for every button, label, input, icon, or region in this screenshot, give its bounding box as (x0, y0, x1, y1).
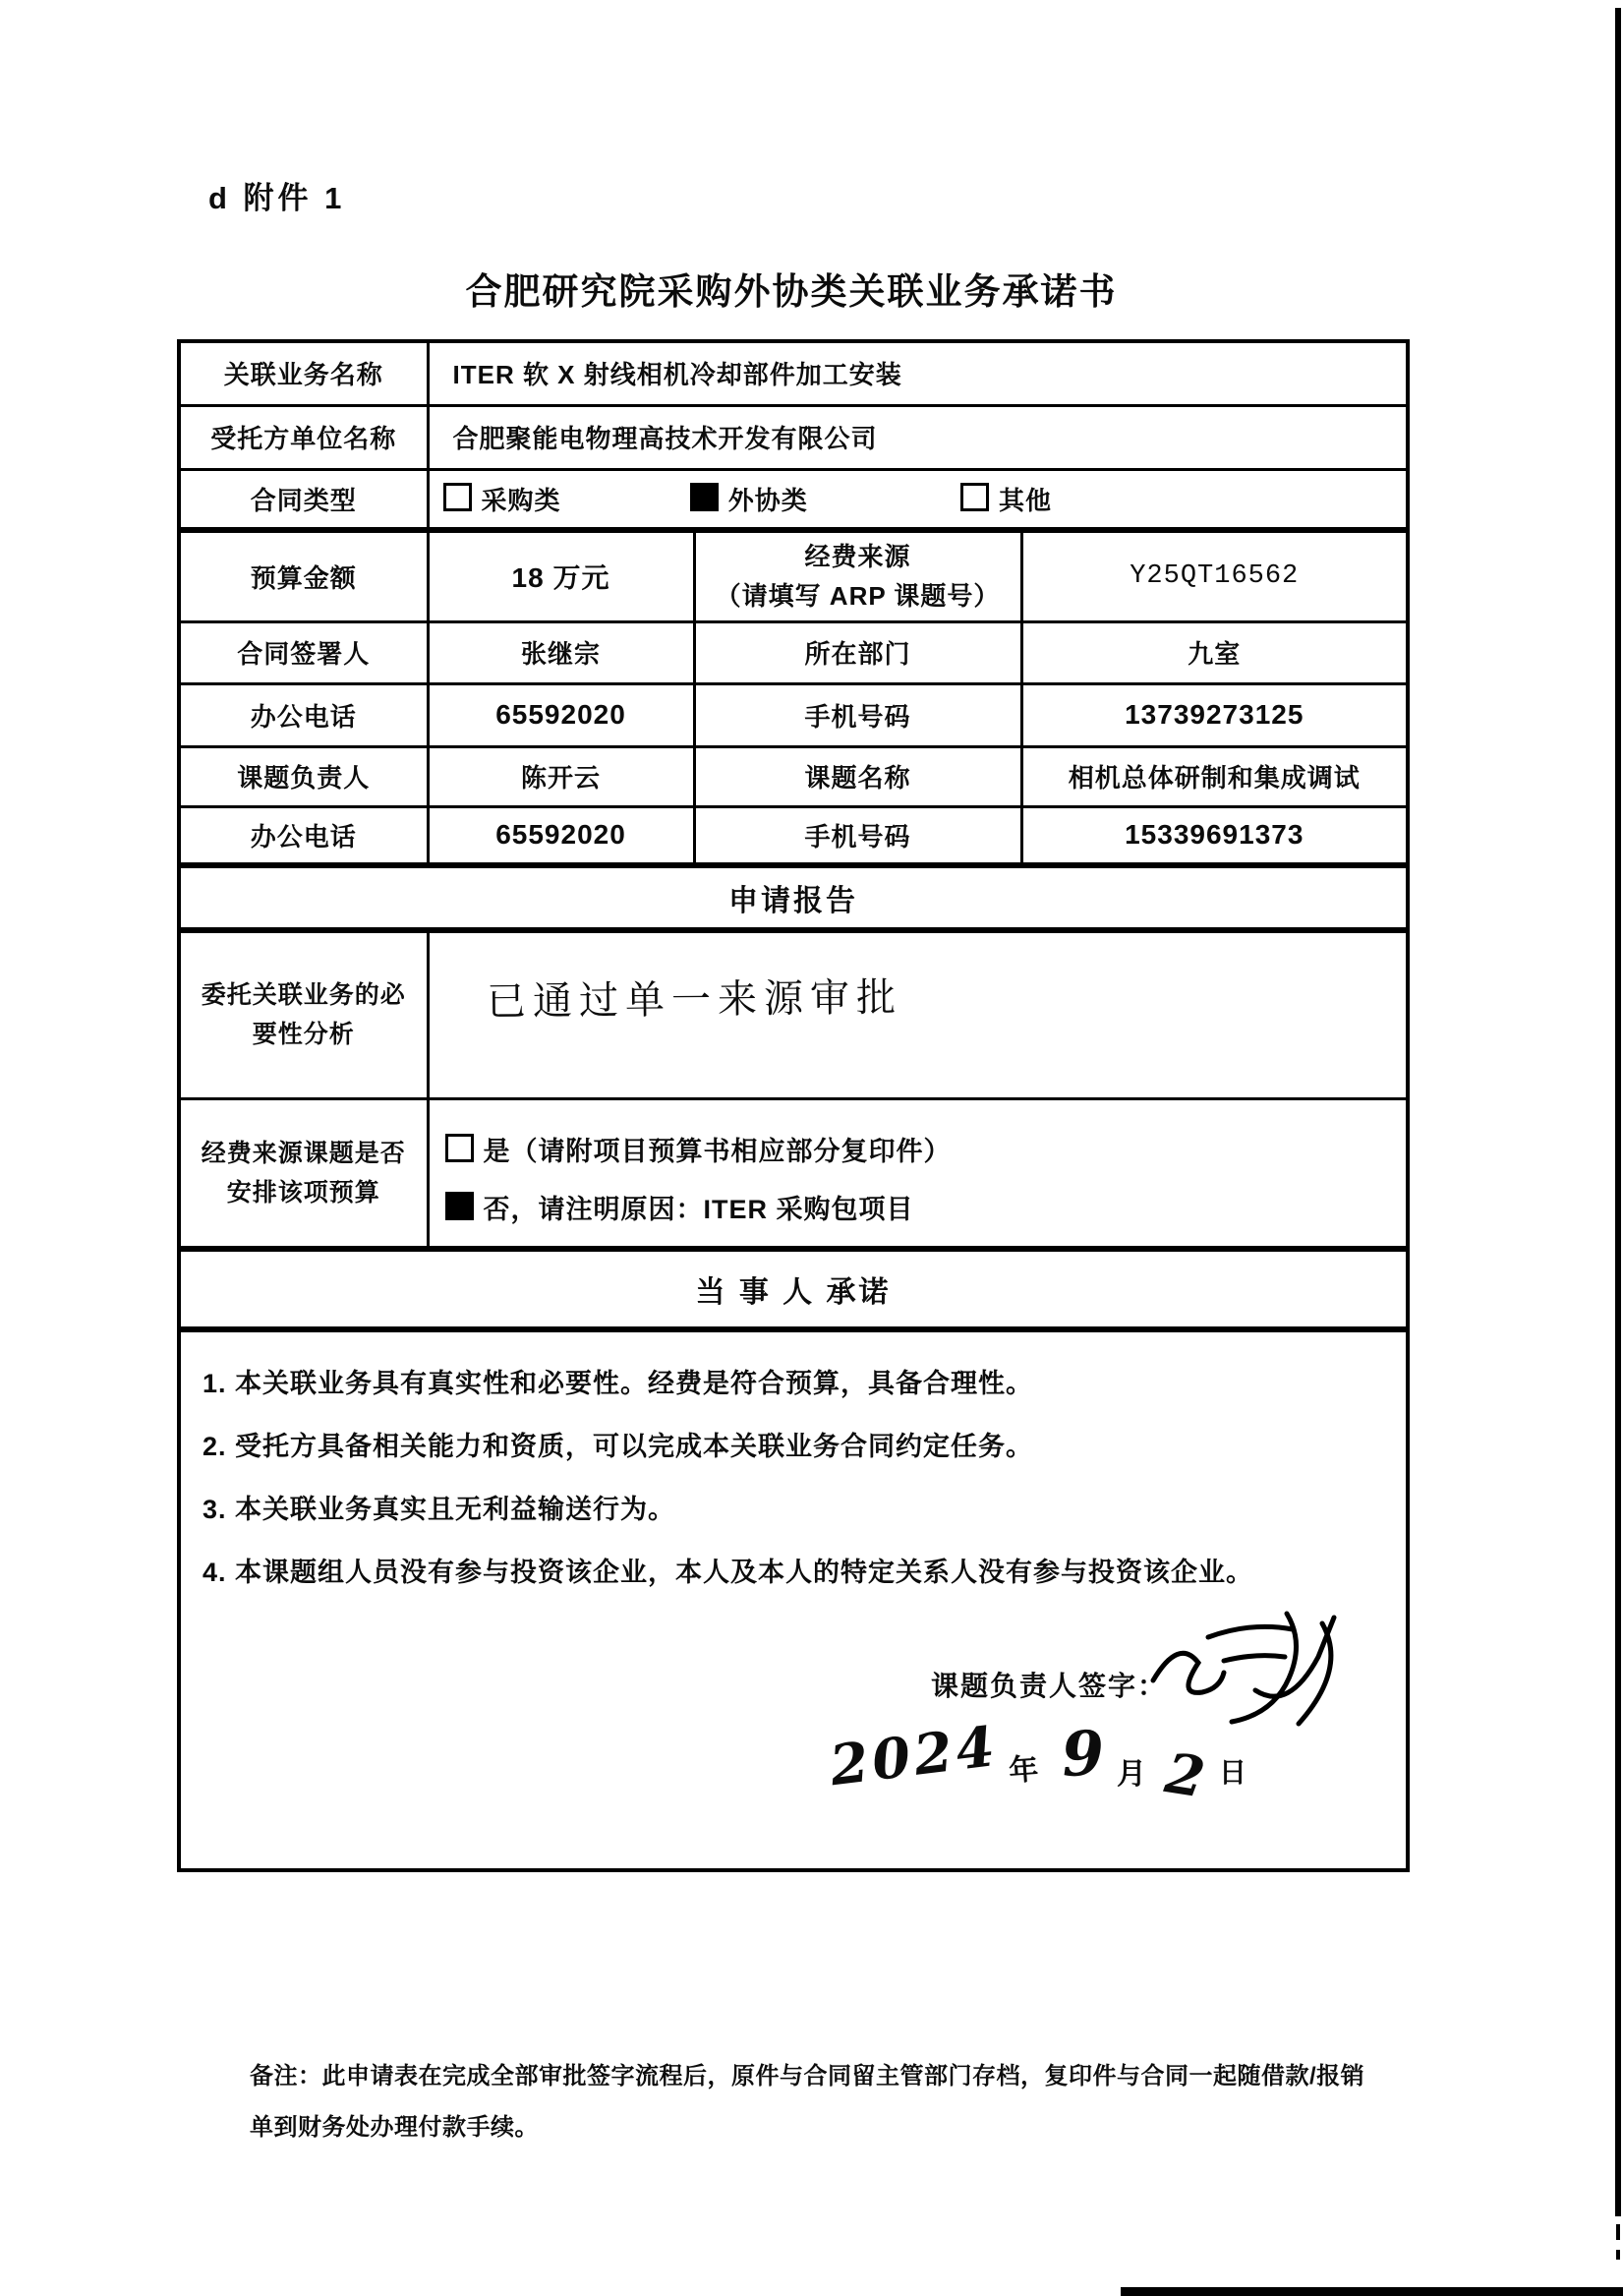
commitment-body-cell (179, 1329, 1408, 1870)
budget-amount: 18 万元 (428, 530, 694, 621)
office-phone-2-label: 办公电话 (179, 806, 428, 865)
row-budget (179, 530, 1408, 621)
attachment-label: d 附件 1 (208, 181, 346, 215)
row-application-report-header (179, 865, 1408, 930)
budget-arranged-label-line2: 安排该项预算 (226, 1178, 380, 1207)
necessity-value-cell (428, 930, 1408, 1098)
option-other (960, 481, 1052, 517)
row-business-name (179, 341, 1408, 405)
office-phone-1-label: 办公电话 (179, 683, 428, 746)
promise-item-4: 4. 本课题组人员没有参与投资该企业，本人及本人的特定关系人没有参与投资该企业。 (203, 1558, 1254, 1587)
department-label: 所在部门 (694, 621, 1021, 683)
date-month-unit: 月 (1117, 1757, 1147, 1792)
date-day-unit: 日 (1219, 1756, 1248, 1789)
contract-type-label: 合同类型 (179, 469, 428, 530)
document-title: 合肥研究院采购外协类关联业务承诺书 (465, 271, 1118, 312)
option-other-label: 其他 (999, 485, 1053, 515)
checkbox-yes-icon (445, 1134, 474, 1162)
promise-item-1: 1. 本关联业务具有真实性和必要性。经费是符合预算，具备合理性。 (203, 1369, 1034, 1398)
option-outsourcing (690, 481, 808, 517)
budget-arranged-label (179, 1098, 428, 1249)
trustee-name-value: 合肥聚能电物理高技术开发有限公司 (428, 405, 1408, 469)
arp-project-code: Y25QT16562 (1021, 530, 1408, 621)
date-day-handwritten: 2 (1161, 1740, 1210, 1811)
office-phone-2-value: 65592020 (428, 806, 694, 865)
checkbox-purchase-icon (443, 483, 472, 511)
party-commitment-header: 当 事 人 承诺 (179, 1249, 1408, 1329)
promise-list (181, 1352, 1406, 1604)
project-name-label: 课题名称 (694, 746, 1021, 806)
footer-note (250, 2051, 1405, 2153)
row-project-leader (179, 746, 1408, 806)
option-yes (445, 1130, 1407, 1168)
row-budget-arranged (179, 1098, 1408, 1249)
funding-source-line1: 经费来源 (804, 542, 911, 572)
budget-label: 预算金额 (179, 530, 428, 621)
signature-label: 课题负责人签字： (931, 1671, 1168, 1701)
scan-artifact-bottom-strip (1121, 2287, 1623, 2296)
row-necessity-analysis (179, 930, 1408, 1098)
necessity-label-line1: 委托关联业务的必 (201, 981, 406, 1010)
option-outsourcing-label: 外协类 (727, 485, 808, 515)
signer-value: 张继宗 (428, 621, 694, 683)
row-signer (179, 621, 1408, 683)
project-leader-label: 课题负责人 (179, 746, 428, 806)
checkbox-outsourcing-icon (690, 483, 719, 511)
row-office-phone-1 (179, 683, 1408, 746)
option-yes-label: 是（请附项目预算书相应部分复印件） (483, 1136, 952, 1166)
row-party-commitment-header (179, 1249, 1408, 1329)
option-no-label: 否，请注明原因：ITER 采购包项目 (483, 1194, 914, 1224)
mobile-2-value: 15339691373 (1021, 806, 1408, 865)
business-name-label: 关联业务名称 (179, 341, 428, 405)
project-leader-value: 陈开云 (428, 746, 694, 806)
application-report-header: 申请报告 (179, 865, 1408, 930)
row-contract-type (179, 469, 1408, 530)
date-year-unit: 年 (1008, 1751, 1041, 1790)
commitment-form-table (177, 339, 1410, 1872)
row-office-phone-2 (179, 806, 1408, 865)
funding-source-line2: （请填写 ARP 课题号） (715, 581, 1001, 612)
budget-arranged-label-line1: 经费来源课题是否 (201, 1139, 406, 1167)
date-year-handwritten: 2024 (826, 1713, 1003, 1799)
scan-artifact-right-dash-2 (1616, 2250, 1620, 2260)
business-name-value: ITER 软 X 射线相机冷却部件加工安装 (428, 341, 1408, 405)
mobile-1-value: 13739273125 (1021, 683, 1408, 746)
signer-label: 合同签署人 (179, 621, 428, 683)
department-value: 九室 (1021, 621, 1408, 683)
office-phone-1-value: 65592020 (428, 683, 694, 746)
row-commitment-body (179, 1329, 1408, 1870)
footer-note-line1: 备注：此申请表在完成全部审批签字流程后，原件与合同留主管部门存档，复印件与合同一起随借款/报销 (250, 2063, 1365, 2090)
option-purchase (443, 481, 561, 517)
necessity-label (179, 930, 428, 1098)
scan-artifact-right-edge (1615, 8, 1621, 2216)
scan-artifact-right-dash-1 (1616, 2224, 1620, 2240)
funding-source-label (694, 530, 1021, 621)
trustee-name-label: 受托方单位名称 (179, 405, 428, 469)
mobile-2-label: 手机号码 (694, 806, 1021, 865)
promise-item-2: 2. 受托方具备相关能力和资质，可以完成本关联业务合同约定任务。 (203, 1432, 1034, 1461)
checkbox-no-icon (445, 1192, 474, 1220)
checkbox-other-icon (960, 483, 989, 511)
footer-note-line2: 单到财务处办理付款手续。 (250, 2114, 539, 2141)
row-trustee-name (179, 405, 1408, 469)
signature-handwriting (1139, 1596, 1356, 1743)
promise-item-3: 3. 本关联业务真实且无利益输送行为。 (203, 1495, 676, 1524)
necessity-handwritten-value: 已通过单一来源审批 (486, 974, 902, 1026)
project-name-value: 相机总体研制和集成调试 (1021, 746, 1408, 806)
necessity-label-line2: 要性分析 (252, 1021, 355, 1049)
option-no (445, 1188, 1407, 1226)
mobile-1-label: 手机号码 (694, 683, 1021, 746)
date-month-handwritten: 9 (1060, 1716, 1108, 1792)
budget-arranged-options (428, 1098, 1408, 1249)
contract-type-options (428, 469, 1408, 530)
option-purchase-label: 采购类 (481, 485, 561, 515)
